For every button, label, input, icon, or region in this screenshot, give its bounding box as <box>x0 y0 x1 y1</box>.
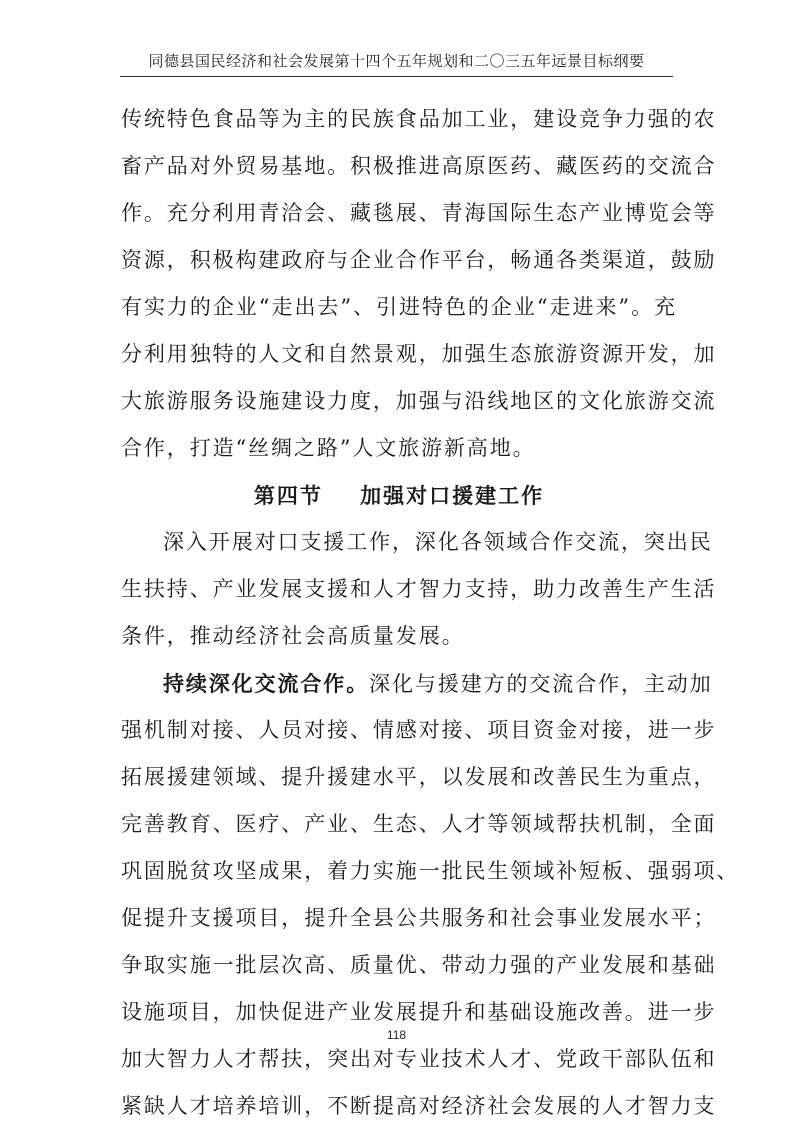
section-heading: 第四节 加强对口援建工作 <box>253 483 545 508</box>
paragraph-lead-phrase: 持续深化交流合作。 <box>163 671 370 696</box>
running-header: 同德县国民经济和社会发展第十四个五年规划和二〇三五年远景目标纲要 <box>148 52 645 70</box>
paragraph-line: 加大智力人才帮扶，突出对专业技术人才、党政干部队伍和 <box>121 1047 717 1071</box>
continuation-paragraph <box>121 96 717 472</box>
paragraph-line: 争取实施一批层次高、质量优、带动力强的产业发展和基础 <box>121 953 717 977</box>
paragraph-line: 促提升支援项目，提升全县公共服务和社会事业发展水平； <box>121 906 717 930</box>
exchange-paragraph <box>121 660 740 1130</box>
paragraph-line: 合作，打造“丝绸之路”人文旅游新高地。 <box>121 436 536 460</box>
paragraph-line: 条件，推动经济社会高质量发展。 <box>121 624 465 648</box>
paragraph-line: 大旅游服务设施建设力度，加强与沿线地区的文化旅游交流 <box>121 389 717 413</box>
paragraph-first-line <box>121 660 713 707</box>
intro-paragraph <box>121 519 717 660</box>
paragraph-line: 拓展援建领域、提升援建水平，以发展和改善民生为重点， <box>121 765 717 789</box>
paragraph-line: 深入开展对口支援工作，深化各领域合作交流，突出民 <box>163 530 713 554</box>
paragraph-line: 畜产品对外贸易基地。积极推进高原医药、藏医药的交流合 <box>121 154 717 178</box>
paragraph-line: 分利用独特的人文和自然景观，加强生态旅游资源开发，加 <box>121 342 717 366</box>
paragraph-line: 资源，积极构建政府与企业合作平台，畅通各类渠道，鼓励 <box>121 248 717 272</box>
paragraph-line: 生扶持、产业发展支援和人才智力支持，助力改善生产生活 <box>121 577 717 601</box>
paragraph-line: 设施项目，加快促进产业发展提升和基础设施改善。进一步 <box>121 1000 717 1024</box>
paragraph-line: 巩固脱贫攻坚成果，着力实施一批民生领域补短板、强弱项、 <box>121 859 740 883</box>
header-rule <box>120 76 673 77</box>
paragraph-line: 完善教育、医疗、产业、生态、人才等领域帮扶机制，全面 <box>121 812 717 836</box>
paragraph-line: 传统特色食品等为主的民族食品加工业，建设竞争力强的农 <box>121 107 717 131</box>
paragraph-line: 强机制对接、人员对接、情感对接、项目资金对接，进一步 <box>121 718 717 742</box>
paragraph-line: 有实力的企业“走出去”、引进特色的企业“走进来”。充 <box>121 295 677 319</box>
paragraph-line: 紧缺人才培养培训，不断提高对经济社会发展的人才智力支 <box>121 1094 717 1118</box>
body-text <box>121 96 740 1130</box>
paragraph-line-text: 深化与援建方的交流合作，主动加 <box>369 672 713 696</box>
paragraph-line: 作。充分利用青洽会、藏毯展、青海国际生态产业博览会等 <box>121 201 717 225</box>
page-number: 118 <box>386 1028 407 1042</box>
